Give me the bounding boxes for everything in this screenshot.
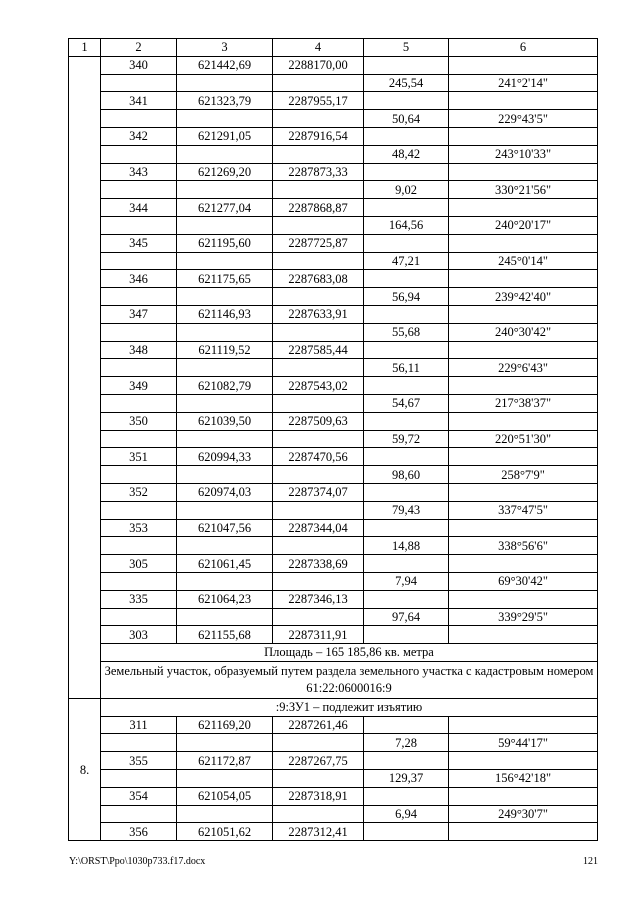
table-row (69, 448, 598, 466)
direction-angle: 229°6'43" (449, 359, 598, 377)
empty-cell (177, 501, 273, 519)
table-row (69, 252, 598, 270)
header-cell: 4 (273, 39, 364, 57)
point-number: 335 (101, 590, 177, 608)
empty-cell (449, 626, 598, 644)
coordinate-y: 2287318,91 (273, 787, 364, 805)
coordinate-x: 621039,50 (177, 412, 273, 430)
header-cell: 6 (449, 39, 598, 57)
empty-cell (177, 466, 273, 484)
coordinate-x: 621064,23 (177, 590, 273, 608)
coordinate-y: 2287683,08 (273, 270, 364, 288)
empty-cell (101, 770, 177, 788)
point-number: 353 (101, 519, 177, 537)
empty-cell (364, 163, 449, 181)
header-cell: 5 (364, 39, 449, 57)
direction-angle: 243°10'33" (449, 145, 598, 163)
table-row (69, 590, 598, 608)
table-row (69, 92, 598, 110)
empty-cell (177, 181, 273, 199)
empty-cell (177, 216, 273, 234)
point-number: 356 (101, 823, 177, 841)
coordinate-y: 2287955,17 (273, 92, 364, 110)
segment-length: 6,94 (364, 805, 449, 823)
empty-cell (449, 448, 598, 466)
segment-length: 55,68 (364, 323, 449, 341)
coordinate-x: 621047,56 (177, 519, 273, 537)
table-row (69, 466, 598, 484)
table-row (69, 626, 598, 644)
empty-cell (449, 377, 598, 395)
empty-cell (449, 555, 598, 573)
empty-cell (177, 430, 273, 448)
empty-cell (177, 110, 273, 128)
coordinate-x: 621051,62 (177, 823, 273, 841)
segment-length: 7,28 (364, 734, 449, 752)
empty-cell (101, 466, 177, 484)
table-row (69, 483, 598, 501)
empty-cell (101, 501, 177, 519)
empty-cell (101, 430, 177, 448)
empty-cell (364, 270, 449, 288)
empty-cell (364, 377, 449, 395)
direction-angle: 217°38'37" (449, 394, 598, 412)
empty-cell (449, 92, 598, 110)
table-row (69, 288, 598, 306)
table-row (69, 430, 598, 448)
section-number-cell (69, 56, 101, 698)
description-text: Земельный участок, образуемый путем раздела земельного участка с кадастровым номером 61:22:0600016:9 (101, 661, 598, 698)
point-number: 311 (101, 716, 177, 734)
empty-cell (273, 501, 364, 519)
segment-length: 98,60 (364, 466, 449, 484)
table-row (69, 163, 598, 181)
point-number: 352 (101, 483, 177, 501)
coordinate-y: 2287543,02 (273, 377, 364, 395)
coordinates-table (68, 38, 598, 841)
table-row (69, 537, 598, 555)
coordinate-y: 2287311,91 (273, 626, 364, 644)
empty-cell (364, 626, 449, 644)
empty-cell (273, 110, 364, 128)
segment-length: 129,37 (364, 770, 449, 788)
empty-cell (449, 127, 598, 145)
section-number: 8. (69, 698, 101, 840)
empty-cell (101, 359, 177, 377)
empty-cell (449, 199, 598, 217)
segment-length: 7,94 (364, 572, 449, 590)
empty-cell (449, 483, 598, 501)
coordinate-y: 2287338,69 (273, 555, 364, 573)
segment-length: 79,43 (364, 501, 449, 519)
section-title: :9:ЗУ1 – подлежит изъятию (101, 698, 598, 716)
direction-angle: 258°7'9" (449, 466, 598, 484)
point-number: 354 (101, 787, 177, 805)
table-header-row (69, 39, 598, 57)
empty-cell (364, 341, 449, 359)
coordinate-x: 621277,04 (177, 199, 273, 217)
empty-cell (364, 92, 449, 110)
point-number: 355 (101, 752, 177, 770)
coordinate-y: 2287868,87 (273, 199, 364, 217)
empty-cell (364, 448, 449, 466)
coordinate-x: 621195,60 (177, 234, 273, 252)
empty-cell (273, 181, 364, 199)
coordinate-x: 621291,05 (177, 127, 273, 145)
coordinate-x: 621172,87 (177, 752, 273, 770)
point-number: 343 (101, 163, 177, 181)
empty-cell (273, 608, 364, 626)
coordinate-y: 2287312,41 (273, 823, 364, 841)
coordinate-y: 2287509,63 (273, 412, 364, 430)
coordinate-x: 621054,05 (177, 787, 273, 805)
empty-cell (273, 770, 364, 788)
direction-angle: 245°0'14" (449, 252, 598, 270)
coordinate-x: 620974,03 (177, 483, 273, 501)
coordinate-y: 2288170,00 (273, 56, 364, 74)
coordinate-y: 2287261,46 (273, 716, 364, 734)
empty-cell (177, 608, 273, 626)
area-text: Площадь – 165 185,86 кв. метра (101, 644, 598, 662)
empty-cell (177, 770, 273, 788)
direction-angle: 59°44'17" (449, 734, 598, 752)
table-row (69, 716, 598, 734)
point-number: 351 (101, 448, 177, 466)
empty-cell (364, 56, 449, 74)
coordinate-x: 621323,79 (177, 92, 273, 110)
empty-cell (273, 466, 364, 484)
coordinate-x: 621119,52 (177, 341, 273, 359)
empty-cell (101, 145, 177, 163)
empty-cell (177, 359, 273, 377)
empty-cell (364, 555, 449, 573)
point-number: 345 (101, 234, 177, 252)
point-number: 341 (101, 92, 177, 110)
empty-cell (364, 823, 449, 841)
segment-length: 14,88 (364, 537, 449, 555)
point-number: 303 (101, 626, 177, 644)
direction-angle: 337°47'5" (449, 501, 598, 519)
direction-angle: 229°43'5" (449, 110, 598, 128)
empty-cell (273, 288, 364, 306)
header-cell: 2 (101, 39, 177, 57)
empty-cell (449, 56, 598, 74)
coordinate-x: 621269,20 (177, 163, 273, 181)
empty-cell (449, 787, 598, 805)
point-number: 348 (101, 341, 177, 359)
coordinate-y: 2287374,07 (273, 483, 364, 501)
empty-cell (177, 734, 273, 752)
empty-cell (449, 590, 598, 608)
segment-length: 164,56 (364, 216, 449, 234)
empty-cell (177, 572, 273, 590)
empty-cell (449, 270, 598, 288)
table-row (69, 74, 598, 92)
direction-angle: 240°30'42" (449, 323, 598, 341)
table-row (69, 270, 598, 288)
empty-cell (101, 181, 177, 199)
empty-cell (177, 145, 273, 163)
empty-cell (177, 805, 273, 823)
point-number: 346 (101, 270, 177, 288)
coordinate-x: 621082,79 (177, 377, 273, 395)
coordinate-y: 2287585,44 (273, 341, 364, 359)
direction-angle: 241°2'14" (449, 74, 598, 92)
empty-cell (273, 394, 364, 412)
empty-cell (449, 412, 598, 430)
coordinate-y: 2287267,75 (273, 752, 364, 770)
table-row (69, 145, 598, 163)
table-row (69, 199, 598, 217)
coordinate-y: 2287725,87 (273, 234, 364, 252)
segment-length: 97,64 (364, 608, 449, 626)
empty-cell (273, 145, 364, 163)
area-row (69, 644, 598, 662)
point-number: 347 (101, 305, 177, 323)
empty-cell (101, 252, 177, 270)
coordinate-x: 621155,68 (177, 626, 273, 644)
direction-angle: 220°51'30" (449, 430, 598, 448)
empty-cell (273, 805, 364, 823)
empty-cell (273, 216, 364, 234)
coordinate-x: 621061,45 (177, 555, 273, 573)
empty-cell (364, 787, 449, 805)
direction-angle: 156°42'18" (449, 770, 598, 788)
empty-cell (364, 590, 449, 608)
empty-cell (364, 716, 449, 734)
empty-cell (273, 572, 364, 590)
point-number: 342 (101, 127, 177, 145)
table-row (69, 519, 598, 537)
empty-cell (273, 323, 364, 341)
empty-cell (101, 734, 177, 752)
point-number: 349 (101, 377, 177, 395)
point-number: 340 (101, 56, 177, 74)
table-row (69, 823, 598, 841)
direction-angle: 69°30'42" (449, 572, 598, 590)
direction-angle: 249°30'7" (449, 805, 598, 823)
table-row (69, 752, 598, 770)
empty-cell (177, 288, 273, 306)
table-row (69, 234, 598, 252)
empty-cell (364, 519, 449, 537)
table-row (69, 770, 598, 788)
table-row (69, 110, 598, 128)
empty-cell (101, 572, 177, 590)
direction-angle: 330°21'56" (449, 181, 598, 199)
coordinate-x: 621146,93 (177, 305, 273, 323)
table-row (69, 377, 598, 395)
point-number: 305 (101, 555, 177, 573)
empty-cell (101, 74, 177, 92)
empty-cell (101, 805, 177, 823)
direction-angle: 239°42'40" (449, 288, 598, 306)
coordinate-x: 621175,65 (177, 270, 273, 288)
point-number: 350 (101, 412, 177, 430)
empty-cell (364, 412, 449, 430)
empty-cell (273, 74, 364, 92)
empty-cell (364, 199, 449, 217)
empty-cell (364, 752, 449, 770)
empty-cell (364, 305, 449, 323)
empty-cell (273, 430, 364, 448)
table-row (69, 412, 598, 430)
coordinate-y: 2287633,91 (273, 305, 364, 323)
empty-cell (101, 216, 177, 234)
section-title-row (69, 698, 598, 716)
empty-cell (101, 288, 177, 306)
direction-angle: 338°56'6" (449, 537, 598, 555)
table-row (69, 608, 598, 626)
segment-length: 48,42 (364, 145, 449, 163)
empty-cell (449, 305, 598, 323)
footer-file-path: Y:\ORST\Ppo\1030p733.f17.docx (69, 856, 206, 867)
table-row (69, 555, 598, 573)
empty-cell (177, 323, 273, 341)
coordinate-y: 2287873,33 (273, 163, 364, 181)
header-cell: 1 (69, 39, 101, 57)
empty-cell (449, 823, 598, 841)
table-row (69, 127, 598, 145)
coordinate-y: 2287344,04 (273, 519, 364, 537)
empty-cell (364, 234, 449, 252)
coordinate-x: 620994,33 (177, 448, 273, 466)
direction-angle: 240°20'17" (449, 216, 598, 234)
empty-cell (364, 127, 449, 145)
segment-length: 59,72 (364, 430, 449, 448)
segment-length: 50,64 (364, 110, 449, 128)
empty-cell (449, 519, 598, 537)
empty-cell (449, 234, 598, 252)
table-row (69, 359, 598, 377)
table-row (69, 805, 598, 823)
coordinate-x: 621442,69 (177, 56, 273, 74)
table-row (69, 394, 598, 412)
empty-cell (273, 537, 364, 555)
description-row (69, 661, 598, 698)
empty-cell (177, 394, 273, 412)
empty-cell (449, 716, 598, 734)
header-cell: 3 (177, 39, 273, 57)
table-row (69, 323, 598, 341)
segment-length: 56,94 (364, 288, 449, 306)
empty-cell (273, 359, 364, 377)
table-row (69, 305, 598, 323)
empty-cell (177, 252, 273, 270)
coordinate-x: 621169,20 (177, 716, 273, 734)
segment-length: 54,67 (364, 394, 449, 412)
empty-cell (101, 608, 177, 626)
table-row (69, 181, 598, 199)
segment-length: 56,11 (364, 359, 449, 377)
empty-cell (101, 110, 177, 128)
table-row (69, 56, 598, 74)
empty-cell (449, 163, 598, 181)
empty-cell (101, 537, 177, 555)
empty-cell (273, 252, 364, 270)
table-row (69, 501, 598, 519)
empty-cell (273, 734, 364, 752)
empty-cell (101, 323, 177, 341)
table-row (69, 734, 598, 752)
segment-length: 47,21 (364, 252, 449, 270)
empty-cell (101, 394, 177, 412)
table-row (69, 787, 598, 805)
table-row (69, 216, 598, 234)
table-row (69, 341, 598, 359)
direction-angle: 339°29'5" (449, 608, 598, 626)
point-number: 344 (101, 199, 177, 217)
segment-length: 9,02 (364, 181, 449, 199)
empty-cell (449, 752, 598, 770)
table-row (69, 572, 598, 590)
footer-page-number: 121 (583, 856, 598, 867)
coordinate-y: 2287346,13 (273, 590, 364, 608)
empty-cell (177, 537, 273, 555)
empty-cell (364, 483, 449, 501)
empty-cell (449, 341, 598, 359)
segment-length: 245,54 (364, 74, 449, 92)
empty-cell (177, 74, 273, 92)
coordinate-y: 2287470,56 (273, 448, 364, 466)
coordinate-y: 2287916,54 (273, 127, 364, 145)
